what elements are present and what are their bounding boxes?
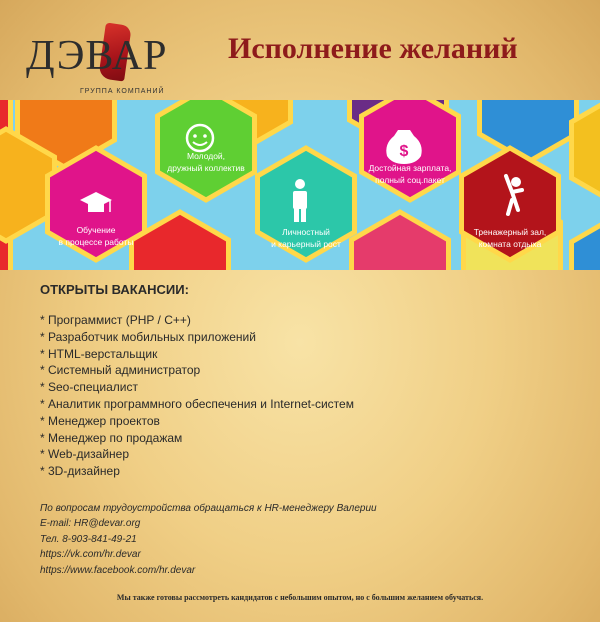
vacancy-item: * Аналитик программного обеспечения и Internet-систем <box>40 396 354 411</box>
decor-hex <box>480 100 577 162</box>
exercise-icon <box>511 177 521 187</box>
vacancies-title: ОТКРЫТЫ ВАКАНСИИ: <box>40 282 189 297</box>
page-title: Исполнение желаний <box>228 32 518 65</box>
vacancy-item: * Web-дизайнер <box>40 447 130 462</box>
decor-hex <box>352 212 449 270</box>
vacancy-item: * 3D-дизайнер <box>40 464 120 479</box>
vacancy-item: * Разработчик мобильных приложений <box>40 329 256 344</box>
vacancy-item: * HTML-верстальщик <box>40 346 158 361</box>
logo-subtext: ГРУППА КОМПАНИЙ <box>80 88 165 95</box>
logo-text: ДЭВАР <box>26 33 168 79</box>
vacancy-item: * Менеджер проектов <box>40 413 160 428</box>
svg-text:$: $ <box>399 143 409 160</box>
contact-vk-link[interactable]: https://vk.com/hr.devar <box>40 549 141 561</box>
contact-facebook-link[interactable]: https://www.facebook.com/hr.devar <box>40 564 196 576</box>
footer-note: Мы также готовы рассмотреть кандидатов с небольшим опытом, но с большим желанием обучаться. <box>116 593 484 602</box>
contacts-block <box>40 501 377 578</box>
company-logo <box>26 18 206 98</box>
benefits-band <box>0 100 600 270</box>
contact-email[interactable]: E-mail: HR@devar.org <box>40 518 141 530</box>
contacts-intro: По вопросам трудоустройства обращаться к HR-менеджеру Валерии <box>40 503 377 514</box>
contact-phone[interactable]: Тел. 8-903-841-49-21 <box>40 533 137 545</box>
vacancy-item: * Менеджер по продажам <box>40 430 183 445</box>
vacancy-item: * Seo-специалист <box>40 380 138 395</box>
person-icon <box>295 179 305 189</box>
vacancy-list <box>40 312 354 480</box>
benefit-label: Личностный и карьерный рост <box>271 227 341 249</box>
benefit-label: Достойная зарплата, полный соц.пакет <box>368 163 452 185</box>
vacancy-item: * Программист (PHP / C++) <box>40 313 191 327</box>
vacancy-item: * Системный администратор <box>40 363 201 378</box>
benefit-label: Обучение в процессе работы <box>58 225 134 247</box>
benefit-label: Тренажерный зал, комната отдыха <box>473 227 547 249</box>
benefit-label: Молодой, дружный коллектив <box>167 151 245 173</box>
decor-hex <box>572 214 600 270</box>
